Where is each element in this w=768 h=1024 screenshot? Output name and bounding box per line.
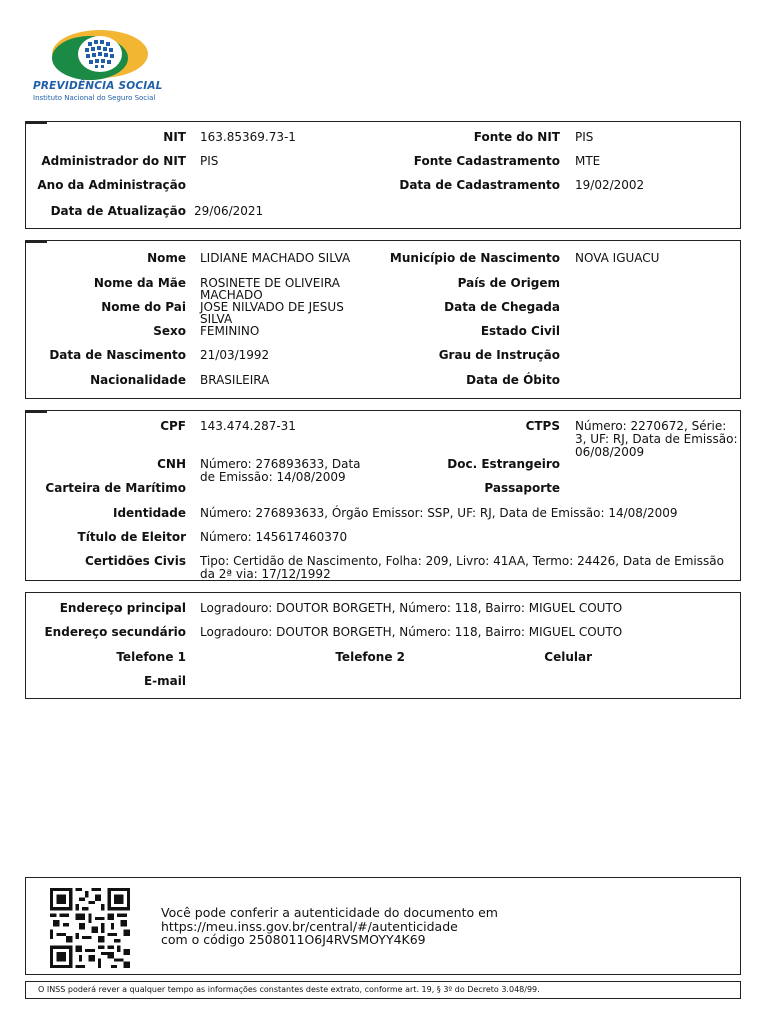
footer-note: O INSS poderá rever a qualquer tempo as informações constantes deste extrato, conforme art. 19, § 3º do Decreto 3.048/99. <box>25 981 741 999</box>
grau-label: Grau de Instrução <box>438 348 560 362</box>
certidoes-label: Certidões Civis <box>84 554 186 568</box>
endereco-principal-label: Endereço principal <box>59 601 186 615</box>
atualizacao-label: Data de Atualização <box>50 204 186 218</box>
logo-brand: PREVIDÊNCIA SOCIAL <box>33 80 163 92</box>
cnh-label: CNH <box>157 457 186 471</box>
fonte-nit-label: Fonte do NIT <box>473 130 560 144</box>
obito-label: Data de Óbito <box>466 373 560 387</box>
contact-section <box>25 592 741 699</box>
passaporte-label: Passaporte <box>484 481 560 495</box>
mae-label: Nome da Mãe <box>93 276 186 290</box>
nome-value: LIDIANE MACHADO SILVA <box>200 251 351 265</box>
logo-subtitle: Instituto Nacional do Seguro Social <box>33 94 156 102</box>
person-section <box>25 240 741 399</box>
eleitor-label: Título de Eleitor <box>77 530 186 544</box>
eleitor-value: Número: 145617460370 <box>200 530 348 544</box>
nascimento-value: 21/03/1992 <box>200 348 270 362</box>
atualizacao-value: 29/06/2021 <box>194 204 264 218</box>
fonte-cad-value: MTE <box>575 154 601 168</box>
pais-label: País de Origem <box>457 276 560 290</box>
ctps-label: CTPS <box>525 419 560 433</box>
cpf-label: CPF <box>160 419 186 433</box>
municipio-value: NOVA IGUACU <box>575 251 660 265</box>
estrangeiro-label: Doc. Estrangeiro <box>447 457 560 471</box>
authenticity-code: com o código 2508011O6J4RVSMOYY4K69 <box>161 932 426 947</box>
certidoes-value: Tipo: Certidão de Nascimento, Folha: 209, Livro: 41AA, Termo: 24426, Data de Emissão da 2ª via: 17/12/1992 <box>200 554 724 581</box>
nit-value: 163.85369.73-1 <box>200 130 296 144</box>
telefone2-label: Telefone 2 <box>335 650 405 664</box>
celular-label: Celular <box>544 650 592 664</box>
estado-civil-label: Estado Civil <box>480 324 560 338</box>
data-cad-value: 19/02/2002 <box>575 178 645 192</box>
pai-label: Nome do Pai <box>101 300 186 314</box>
data-cad-label: Data de Cadastramento <box>399 178 560 192</box>
endereco-principal-value: Logradouro: DOUTOR BORGETH, Número: 118, Bairro: MIGUEL COUTO <box>200 601 623 615</box>
cpf-value: 143.474.287-31 <box>200 419 296 433</box>
fonte-cad-label: Fonte Cadastramento <box>413 154 560 168</box>
authenticity-text <box>161 906 498 947</box>
authenticity-url[interactable]: https://meu.inss.gov.br/central/#/autenticidade <box>161 918 458 934</box>
pai-value: JOSE NILVADO DE JESUS SILVA <box>200 300 344 326</box>
chegada-label: Data de Chegada <box>444 300 560 314</box>
ano-admin-label: Ano da Administração <box>37 178 186 192</box>
nit-label: NIT <box>163 130 186 144</box>
mae-value: ROSINETE DE OLIVEIRA MACHADO <box>200 276 340 302</box>
nit-section <box>25 121 741 229</box>
cnh-value: Número: 276893633, Data de Emissão: 14/08/2009 <box>200 457 361 484</box>
qr-code-icon <box>50 888 130 968</box>
admin-label: Administrador do NIT <box>41 154 186 168</box>
ctps-value: Número: 2270672, Série: 3, UF: RJ, Data de Emissão: 06/08/2009 <box>575 419 738 459</box>
fonte-nit-value: PIS <box>575 130 594 144</box>
identidade-label: Identidade <box>112 506 186 520</box>
identidade-value: Número: 276893633, Órgão Emissor: SSP, UF: RJ, Data de Emissão: 14/08/2009 <box>200 506 678 520</box>
sexo-value: FEMININO <box>200 324 260 338</box>
telefone1-label: Telefone 1 <box>116 650 186 664</box>
previdencia-logo-icon <box>48 28 148 84</box>
authenticity-line1: Você pode conferir a autenticidade do documento em <box>161 905 498 920</box>
nacionalidade-label: Nacionalidade <box>90 373 186 387</box>
authenticity-section <box>25 877 741 975</box>
municipio-label: Município de Nascimento <box>389 251 560 265</box>
nome-label: Nome <box>147 251 186 265</box>
docs-section <box>25 410 741 581</box>
maritimo-label: Carteira de Marítimo <box>45 481 186 495</box>
nacionalidade-value: BRASILEIRA <box>200 373 270 387</box>
admin-value: PIS <box>200 154 219 168</box>
endereco-secundario-value: Logradouro: DOUTOR BORGETH, Número: 118, Bairro: MIGUEL COUTO <box>200 625 623 639</box>
endereco-secundario-label: Endereço secundário <box>44 625 186 639</box>
nascimento-label: Data de Nascimento <box>49 348 186 362</box>
logo <box>30 28 163 108</box>
sexo-label: Sexo <box>153 324 186 338</box>
email-label: E-mail <box>143 674 186 688</box>
